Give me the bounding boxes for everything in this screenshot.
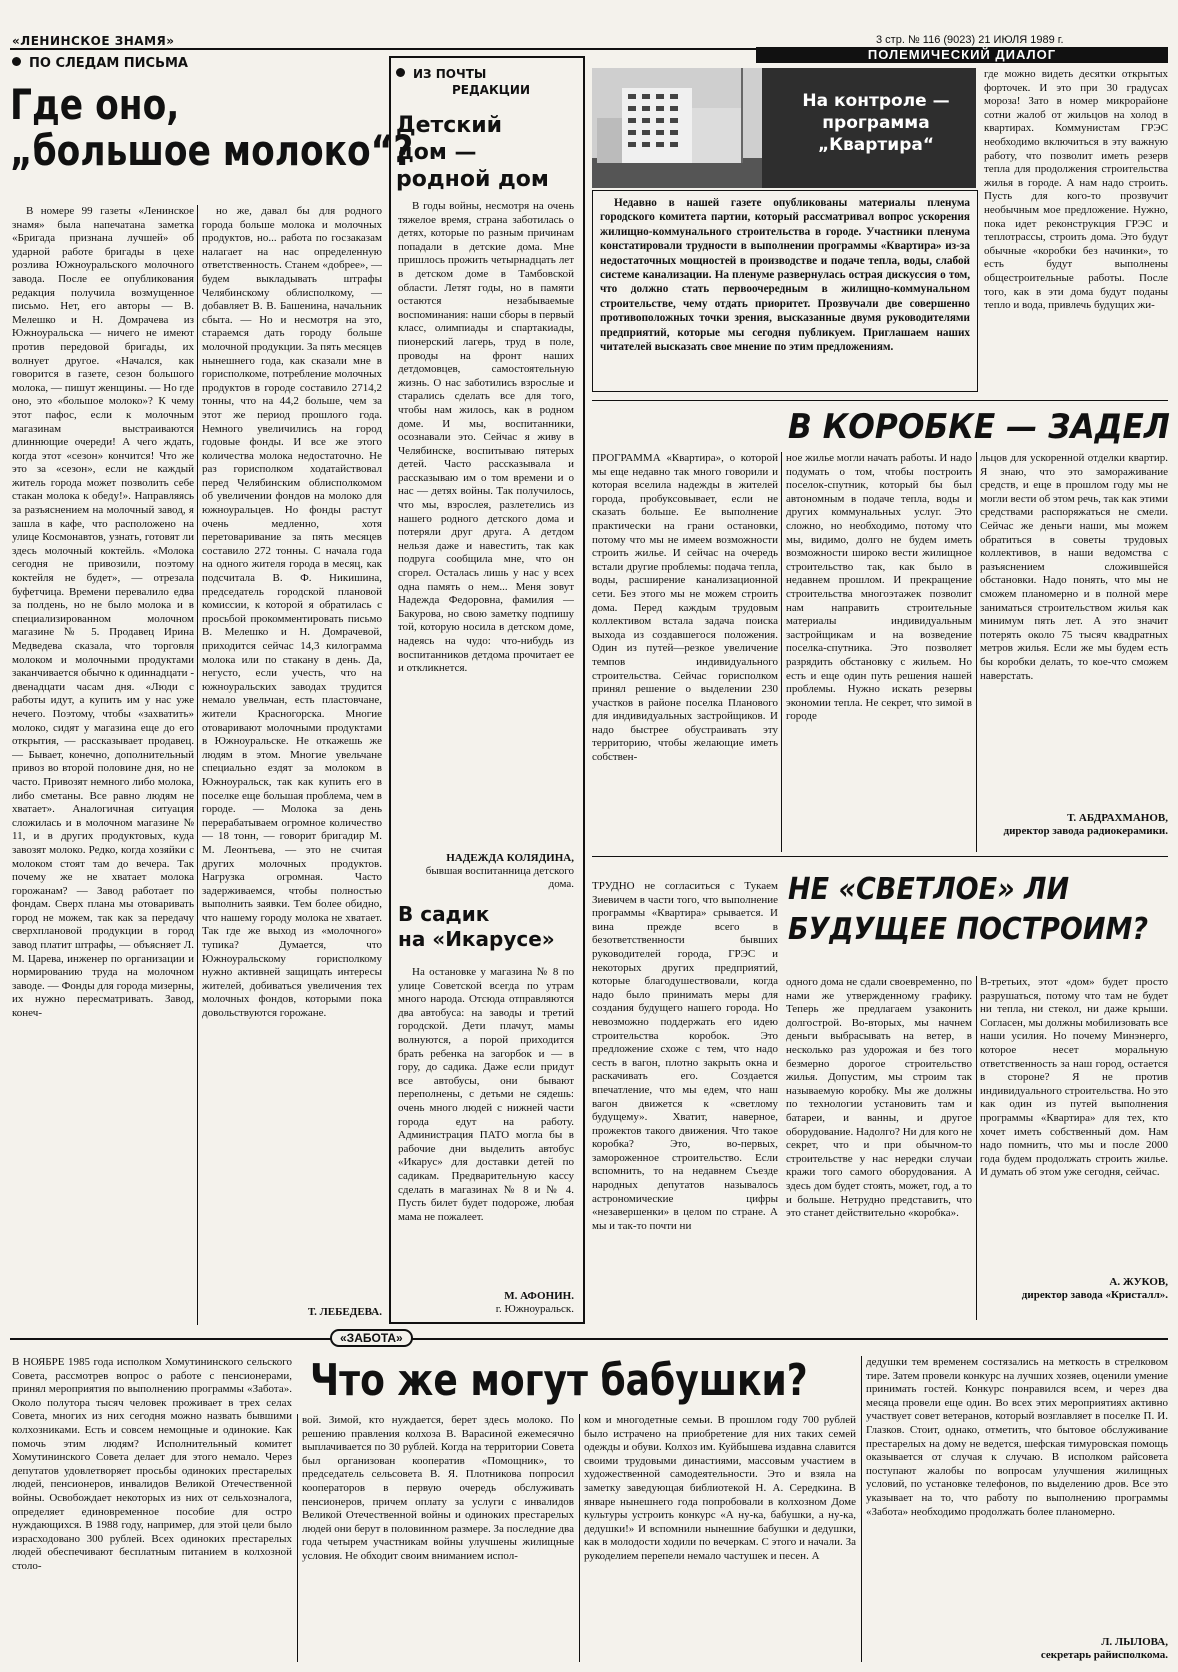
- babushki-column-4: дедушки тем временем состязались на меткость в стрелковом тире. Затем провели конкурс на лучших хозяев, оценили умение принимать гостей. Конкурс понравился всем, и через два месяца провели еще один. Во всех этих мероприятиях активно участвует совет ветеранов, который возглавляет в поселке П. И. Глазков. Стоит, однако, отметить, что бытовое обслуживание престарелых на дому не ведется, шефская тимуровская помощь оказывается от случая к случаю. В исполком райсовета поступают жалобы по вопросам улучшения жилищных условий, по установке телефонов, по выделению дров. Все это указывает на то, что работу по выполнению программы «Забота» необходимо продолжать более планомерно.: [866, 1356, 1168, 1518]
- letters-signature-block: НАДЕЖДА КОЛЯДИНА, бывшая воспитанница детского дома.: [425, 852, 574, 890]
- kvartira-banner: На контроле — программа „Квартира“: [802, 91, 950, 155]
- column-divider: [861, 1356, 862, 1662]
- kvartira-intro: Недавно в нашей газете опубликованы материалы пленума городского комитета партии, который рассматривал вопрос ускорения жилищно-коммунального строительства в городе. Участники пленума констатировали трудности в выполнении программы «Квартира» из-за недостаточных мощностей в производстве и подаче тепла, воды, слабой системе канализации. На пленуме развернулась острая дискуссия о том, что должно стать первоочередным в жилищно-коммунальном строительстве, чему отдать приоритет. Прозвучали две совершенно противоположных точки зрения, высказанные двумя руководителями предприятий, которые мы сегодня публикуем. Приглашаем наших читателей высказать свое мнение по этим предложениям.: [600, 197, 970, 354]
- zadel-title: В КОРОБКЕ — ЗАДЕЛ: [788, 407, 1170, 447]
- column-divider: [579, 1414, 580, 1662]
- svetloe-title: НЕ «СВЕТЛОЕ» ЛИ БУДУЩЕЕ ПОСТРОИМ?: [788, 872, 1148, 947]
- column-divider: [976, 452, 977, 852]
- milk-column-2: но же, давал бы для родного города больше молока и молочных продуктов, но... работа по госзаказам налагает на нас определенную ответственность. Станем «добрее», — будем выкладывать штрафы Челябинскому облисполкому, — добавляет В. В. Башенина, начальник сбыта. — Но и несмотря на это, стараемся дать городу больше молочной продукции. За пять месяцев нынешнего года, как сказали мне в горисполкоме, потребление молочных продуктов в городе составило 2714,2 тонны, что на 44,2 больше, чем за этот же период прошлого года. Немного увеличились на город годовые фонды. И все же этого количества молока недостаточно. Не раз горисполком ходатайствовал перед Челябинским облисполкомом об увеличении фондов на молоко для южноуральцев. Но фонды растут очень медленно, хотя перетоваривание за пять месяцев составило 272 тонны. С начала года на одного жителя города в месяц, как подсчитала В. Ф. Никишина, председатель городской плановой комиссии, к которой я обратилась с просьбой прокомментировать письмо В. Мелешко и Н. Домрачевой, приходится сейчас 14,3 килограмма молока или по стакану в день. Да, негусто, если учесть, что на южноуральских заводах трудится немало увельчан, есть пластовчане, жители Красногорска. Многие отоваривают молочными продуктами в Южноуральске. Не откажешь же людям в этом. Многие увельчане специально ездят за молоком в Южноуральск, так как купить его в поселке еще большая проблема, чем в городе. — Молока за день перерабатываем огромное количество — 18 тонн, — говорит бригадир М. М. Леонтьева, — это не считая других молочных продуктов. Нагрузка огромная. Часто задерживаемся, чтобы полностью выполнить заявки. Тем более обидно, что нашему городу молока не хватает. Так где же выход из «молочного» тупика? Думается, что Южноуральскому горисполкому нужно активней защищать интересы жителей, добиваться увеличения тех молочных фондов, которыми пока довольствуются горожане.: [202, 205, 382, 1020]
- milk-kicker: ПО СЛЕДАМ ПИСЬМА: [12, 56, 188, 71]
- column-divider: [781, 452, 782, 852]
- svetloe-column-2: одного дома не сдали своевременно, по нами же утвержденному графику. Теперь же предлагаем узаконить долгострой. Во-вторых, мы начнем деньги выбрасывать на ветер, в несколько раз удорожая и без того безмерно дорогое строительство жилья. Допустим, мы строим так называемую коробку. Мы же должны по технологии установить там и батареи, и ванны, и другое оборудование. Надолго? Ни для кого не секрет, что и при обычном-то строительстве у нас нередки случаи кражи того самого оборудования. А здесь дом будет стоять, может, год, а то и больше. Нетрудно представить, что это станет действительно «коробка».: [786, 976, 972, 1220]
- babushki-title: Что же могут бабушки?: [310, 1355, 808, 1406]
- bullet-icon: [12, 57, 21, 66]
- milk-title: Где оно, „большое молоко“?: [10, 80, 414, 175]
- letters-kicker: ИЗ ПОЧТЫ РЕДАКЦИИ: [396, 66, 530, 98]
- milk-column-1: В номере 99 газеты «Ленинское знамя» была напечатана заметка «Бригада признана лучшей» об ударной работе бригады в цехе розлива Южноуральского молочного завода. После ее опубликования редакция получила возмущенное письмо. Нет, его авторы — В. Мелешко и Н. Домрачева из Южноуральска — ничего не имеют против передовой бригады, их волнует другое. «Начался, как говорится в газете, сезон большого молока, — пишут женщины. — Но где оно, это «большое молоко»? К чему этот пафос, если к молочным магазинам выстраиваются длиннющие очереди! А чего ждать, когда этот «сезон» кончится! Что же это за «сезон», если не каждый житель города может позволить себе стакан молока к обеду!». Направляясь за разъяснением на молочный завод, я зашла в кафе, что расположено на улице Космонавтов, узнать, готовят ли здесь молочный коктейль. «Молока сегодня не привозили, поэтому коктейля не будет», — отрезала буфетчица. Времени перевалило едва за полдень, но не было молока и в специализированном молочном магазине № 5. Продавец Ирина Медведева сказала, что торговля молоком и молочными продуктами заканчивается обычно к одиннадцати - двенадцати часам дня. «Люди с работы идут, а купить им у нас уже нечего. Поэтому, чтобы «захватить» молоко, сидят у магазина еще до его открытия, — рассказывает продавец. — Бывает, конечно, дополнительный привоз во второй половине дня, но не часто. Привозят немного либо молока, либо сметаны. Все равно людям не хватает». Аналогичная ситуация сложилась и в молочном магазине № 11, и в других продуктовых, куда завозят молоко. Редко, когда хозяйки с молоком стоят там до вечера. Так почему же не хватает молока горожанам? — Завод работает по фондам. Сверх плана мы отоваривать город не можем, так как за передачу сверхплановой продукции в город завод платит штрафы, — объясняет Л. М. Царева, инженер по организации и нормированию труда на молочном заводе. — Фонды для города мизерны, их нужно пересматривать. Завод, конеч-: [12, 205, 194, 1020]
- zadel-column-2: ное жилье могли начать работы. И надо подумать о том, чтобы построить поселок-спутник, который бы был автономным в подаче тепла, воды и других коммунальных услуг. Это сложно, но необходимо, потому что мы, видимо, долго не будем иметь возможности широко вести жилищное строительство так, как было в недавнем прошлом. И прекращение строительства многоэтажек позволит нам направить строительные материалы индивидуальным застройщикам и на возведение поселка-спутника. Это позволяет разрядить обстановку с жильем. Но есть и еще один путь решения нашей проблемы. Нужно искать резервы экономии тепла. Не секрет, что зимой в городе: [786, 452, 972, 723]
- section-rule-2: [592, 856, 1168, 857]
- svetloe-signature-block: А. ЖУКОВ, директор завода «Кристалл».: [1021, 1276, 1168, 1301]
- bottom-rule: [10, 1338, 1168, 1340]
- zabota-tag: «ЗАБОТА»: [330, 1329, 413, 1347]
- section-rule: [592, 400, 1168, 401]
- issue-line: 3 стр. № 116 (9023) 21 ИЮЛЯ 1989 г.: [876, 34, 1064, 46]
- column-divider: [197, 205, 198, 1325]
- zadel-column-3: льцов для ускоренной отделки квартир. Я знаю, что это замораживание средств, и еще в прошлом году мы не могли вести об этом речь, так как этими средствами распоряжаться не смели. Сейчас же деньги наши, мы можем обратиться в советы трудовых коллективов, в наши ведомства с разъяснением сложившейся обстановки. Надо понять, что мы не сможем планомерно и в полной мере заниматься строительством жилья как минимум пять лет. А это значит потерять около 75 тысяч квадратных метров жилья. Если же мы будем есть бы коробки делать, то кое-что сможем наверстать.: [980, 452, 1168, 682]
- zadel-signature-block: Т. АБДРАХМАНОВ, директор завода радиокерамики.: [1003, 812, 1168, 837]
- milk-signature: Т. ЛЕБЕДЕВА.: [307, 1306, 382, 1318]
- bus-signature-block: М. АФОНИН. г. Южноуральск.: [495, 1290, 574, 1315]
- paper-name: «ЛЕНИНСКОЕ ЗНАМЯ»: [12, 34, 175, 48]
- bus-text: На остановке у магазина № 8 по улице Советской всегда по утрам много народа. Отсюда отправляются два автобуса: на заводы и третий городской. Дети плачут, мамы волнуются, а порой приходится брать ребенка на загорбок и — в гору, до садика. Даже если придут все автобусы, они бывают переполнены, с детьми не сядешь: очень много людей с нижней части города едут на работу. Администрация ПАТО могла бы в рабочие дни выделить автобус «Икарус» для доставки детей по садикам. Предварительную кассу сделать в магазинах № 8 и № 4. Пусть билет будет подороже, любая мама не пожалеет.: [398, 966, 574, 1223]
- letters-text: В годы войны, несмотря на очень тяжелое время, страна заботилась о детях, которые по разным причинам попадали в детские дома. Мне пришлось прожить четырнадцать лет в детском доме в Тамбовской области. Летят годы, но в памяти остаются незабываемые воспоминания: наши сборы в первый класс, олимпиады и спартакиады, пионерский лагерь, труд в поле, проводы на фронт наших детдомовцев, самостоятельную жизнь. О нас заботились взрослые и старались сделать все для того, чтобы нам жилось, как в родном доме. И мы, воспитанники, осознавали это. Сейчас я живу в Челябинске, воспитываю пятерых детей. Часто рассказывала и рассказываю им о том времени и о нас — детях войны. Так получилось, что мы, взрослея, разлетелись из нашего родного детского дома и потеряли друг друга. А детдом нельзя даже и навестить, так как подруга сообщила мне, что он сгорел. Осталась лишь у нас у всех одна память о нем... Меня зовут Надежда Федоровна, фамилия — Бакурова, но свою заметку подпишу той, которую носила в детском доме, надеясь на чудо: что-нибудь из воспитанников детдома прочитает ее и откликнется.: [398, 200, 574, 675]
- kvartira-right-column: где можно видеть десятки открытых форточек. И это при 30 градусах мороза! Зато в номер микрорайоне сотни жалоб от жильцов на холод в квартирах. Коммунистам ГРЭС необходимо включиться в эту важную работу, что позволит иметь резерв тепла для продолжения строительства жилья в городе. А нам надо строить. Пусть для кого-то прозвучит необычным мое предложение. Нужно, пока идет реконструкция ГРЭС и теплотрассы, строить дома. Это будут обычные «коробки без начинки», то есть будут выполнены общестроительные работы. После того, как в эти дома будут поданы тепло и вода, привлечь будущих жи-: [984, 68, 1168, 312]
- babushki-column-1: В НОЯБРЕ 1985 года исполком Хомутининского сельского Совета, рассмотрев вопрос о работе с пенсионерами, принял мероприятия по выполнению программы «Забота». Около полутора тысяч человек проживает в трех селах Совета, многих из них сегодня можно назвать бывшими колхозниками. Есть и совсем немощные и одинокие. Как помочь этим людям? Исполнительный комитет Хомутининского Совета делает для этого немало. Через депутатов удовлетворяет просьбы одиноких престарелых людей, пенсионеров, инвалидов Великой Отечественной войны. Освобождает некоторых из них от сельхозналога, определяет единовременное пособие для остро нуждающихся. В 1988 году, например, для этой цели было израсходовано 300 рублей. Всех одиноких престарелых людей обеспечивают бесплатным питанием в колхозной столо-: [12, 1356, 292, 1572]
- babushki-column-2: вой. Зимой, кто нуждается, берет здесь молоко. По решению правления колхоза В. Варасиной ежемесячно выплачивается по 30 рублей. Когда на территории Совета был организован кооператив «Помощник», то председатель сельсовета В. Я. Плотникова попросил кооператоров в первую очередь обслуживать пенсионеров, причем оплату за услуги с инвалидов Великой Отечественной войны и одиноких престарелых людей они берут в половинном размере. За последние два года четырем участникам войны улучшены жилищные условия. Не обходит своим вниманием испол-: [302, 1414, 574, 1562]
- zadel-column-1: ПРОГРАММА «Квартира», о которой мы еще недавно так много говорили и которая вселила надежды в жителей города, пробуксовывает, если не сказать больше. Ее выполнение практически на грани остановки, потому что мы не имеем возможности строить жилье. И сейчас на очередь встали другие проблемы: подача тепла, воды, расширение канализационной сети. Без этого мы не можем строить дома. Перед каждым трудовым коллективом встала задача поиска выхода из создавшегося положения. Один из путей—резкое увеличение темпов индивидуального строительства. Сейчас горисполком принял решение о выделении 230 участков в районе поселка Планового для индивидуальных застройщиков. И надо быстрее обустраивать эту территорию, чтобы желающие иметь собствен-: [592, 452, 778, 764]
- bullet-icon: [396, 68, 405, 77]
- svetloe-column-1: ТРУДНО не согласиться с Тукаем Зиевичем в части того, что выполнение программы «Квартира» срывается. И вина прежде всего в безответственности бывших руководителей города, ГРЭС и некоторых других предприятий, которые благодушествовали, когда надо было принимать меры для создания будущего нашего города. Но невозможно поддержать его идею строительства коробок. Это предложение схоже с тем, что надо сесть в вагон, плотно закрыть окна и раскачивать его. Создается впечатление, что мы едем, что наш вагон движется к «светлому будущему». Хватит, наверное, прожектов такого движения. Что такое коробка? Это, во-первых, замороженное строительство. Если вспомнить, то на недавнем Съезде народных депутатов называлось астрономические цифры «незавершенки» в целом по стране. А мы и так-то почти ни: [592, 880, 778, 1232]
- rubric-bar: ПОЛЕМИЧЕСКИЙ ДИАЛОГ: [756, 47, 1168, 63]
- letters-title: Детский дом — родной дом: [396, 113, 549, 192]
- column-divider: [976, 976, 977, 1320]
- babushki-column-3: ком и многодетные семьи. В прошлом году 700 рублей было истрачено на приобретение для них таких семей одежды и обуви. Колхоз им. Куйбышева издавна славится своими трудовыми династиями, массовым участием в художественной самодеятельности. Это и взяла на заметку заведующая библиотекой Н. А. Середкина. В январе нынешнего года попробовали в колхозном Доме культуры устроить конкурс «А ну-ка, бабушки, а ну-ка, дедушки!» И вспомнили нынешние бабушки и дедушки, как в молодости ходили по вечеркам. С этого и начали. За рукоделием перепели немало частушек и песен. А: [584, 1414, 856, 1562]
- svetloe-column-3: В-третьих, этот «дом» будет просто разрушаться, потому что там не будет ни тепла, ни стекол, ни даже крыши. Согласен, мы должны мобилизовать все наши усилия. Но почему Минэнерго, которое несет моральную ответственность за наш город, остается в стороне? Я не против индивидуального строительства. Но это как один из путей выполнения программы «Квартира» для тех, кто хочет иметь собственный дом. Нам надо помнить, что мы и после 2000 года будем продолжать строить жилье. И думать об этом уже сегодня, сейчас.: [980, 976, 1168, 1179]
- column-divider: [297, 1414, 298, 1662]
- babushki-signature-block: Л. ЛЫЛОВА, секретарь райисполкома.: [1040, 1636, 1168, 1661]
- bus-title: В садик на «Икарусе»: [398, 902, 555, 951]
